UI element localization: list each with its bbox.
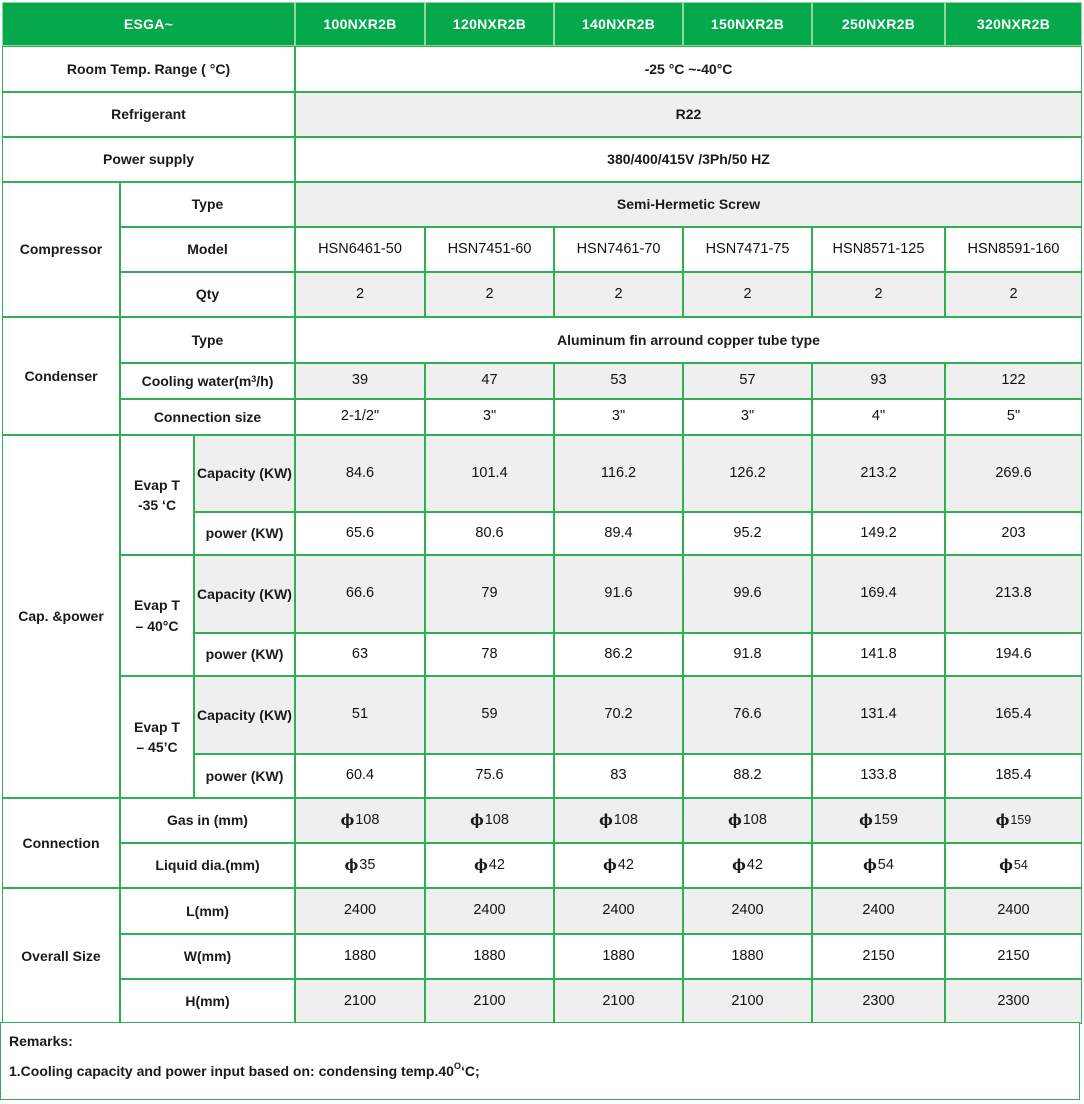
compressor-qty-6: 2 (945, 272, 1082, 317)
gas-in-value: 108 (613, 811, 638, 828)
evap-line2: – 45’C (136, 739, 178, 755)
capacity-label-1: Capacity (KW) (194, 435, 295, 512)
capacity-g2-6: 213.8 (945, 555, 1082, 633)
power-g1-6: 203 (945, 512, 1082, 555)
phi-icon: ϕ (474, 856, 488, 874)
capacity-g1-1: 84.6 (295, 435, 425, 512)
header-model-1: 100NXR2B (295, 2, 425, 46)
evap-line2: -35 ‘C (137, 497, 177, 513)
power-g2-4: 91.8 (683, 633, 812, 676)
height-2: 2100 (425, 979, 554, 1024)
compressor-model-label: Model (120, 227, 295, 272)
condenser-type-value: Aluminum fin arround copper tube type (295, 317, 1082, 363)
power-g1-5: 149.2 (812, 512, 945, 555)
remarks-line-1-text: 1.Cooling capacity and power input based on: condensing temp.40 (9, 1062, 454, 1079)
liquid-dia-value: 42 (488, 856, 505, 873)
evap-temp-1 (120, 435, 194, 555)
liquid-dia-1 (295, 843, 425, 888)
capacity-g2-1: 66.6 (295, 555, 425, 633)
power-g1-1: 65.6 (295, 512, 425, 555)
capacity-g2-3: 91.6 (554, 555, 683, 633)
capacity-g1-5: 213.2 (812, 435, 945, 512)
evap-line1: Evap T (134, 718, 180, 735)
length-label: L(mm) (120, 888, 295, 934)
power-g2-3: 86.2 (554, 633, 683, 676)
remarks-line-1-sup: O (453, 1061, 461, 1072)
phi-icon: ϕ (470, 811, 484, 829)
power-g3-5: 133.8 (812, 754, 945, 798)
height-3: 2100 (554, 979, 683, 1024)
cooling-water-1: 39 (295, 363, 425, 399)
liquid-dia-3 (554, 843, 683, 888)
power-label-2: power (KW) (194, 633, 295, 676)
gas-in-6 (945, 798, 1082, 843)
spec-table (2, 2, 1082, 1102)
compressor-type-value: Semi-Hermetic Screw (295, 182, 1082, 227)
room-temp-label: Room Temp. Range ( °C) (2, 46, 295, 92)
connection-size-5: 4" (812, 399, 945, 435)
gas-in-4 (683, 798, 812, 843)
compressor-model-5: HSN8571-125 (812, 227, 945, 272)
phi-icon: ϕ (603, 856, 617, 874)
power-g2-6: 194.6 (945, 633, 1082, 676)
height-4: 2100 (683, 979, 812, 1024)
evap-temp-2 (120, 555, 194, 676)
evap-temp-3 (120, 676, 194, 798)
header-model-5: 250NXR2B (812, 2, 945, 46)
liquid-dia-4 (683, 843, 812, 888)
refrigerant-value: R22 (295, 92, 1082, 137)
header-model-3: 140NXR2B (554, 2, 683, 46)
compressor-model-1: HSN6461-50 (295, 227, 425, 272)
liquid-dia-value: 42 (746, 856, 763, 873)
phi-icon: ϕ (859, 811, 873, 829)
gas-in-value: 108 (742, 811, 767, 828)
cap-power-label: Cap. &power (2, 435, 120, 798)
liquid-dia-6 (945, 843, 1082, 888)
capacity-g1-3: 116.2 (554, 435, 683, 512)
length-6: 2400 (945, 888, 1082, 934)
cooling-water-label (120, 363, 295, 399)
compressor-qty-label: Qty (120, 272, 295, 317)
compressor-qty-1: 2 (295, 272, 425, 317)
gas-in-value: 159 (1010, 813, 1032, 828)
condenser-type-label: Type (120, 317, 295, 363)
length-4: 2400 (683, 888, 812, 934)
gas-in-value: 108 (484, 811, 509, 828)
length-1: 2400 (295, 888, 425, 934)
length-2: 2400 (425, 888, 554, 934)
width-1: 1880 (295, 934, 425, 979)
height-label: H(mm) (120, 979, 295, 1024)
cooling-water-2: 47 (425, 363, 554, 399)
connection-size-4: 3" (683, 399, 812, 435)
phi-icon: ϕ (863, 856, 877, 874)
phi-icon: ϕ (340, 811, 355, 829)
connection-size-2: 3" (425, 399, 554, 435)
connection-label: Connection (2, 798, 120, 888)
header-title: ESGA~ (2, 2, 295, 46)
cooling-water-6: 122 (945, 363, 1082, 399)
cooling-water-label-text: Cooling water(m (141, 372, 252, 389)
remarks-box (0, 1022, 1080, 1100)
connection-size-6: 5" (945, 399, 1082, 435)
width-5: 2150 (812, 934, 945, 979)
room-temp-value: -25 °C ~-40°C (295, 46, 1082, 92)
phi-icon: ϕ (344, 856, 359, 874)
refrigerant-label: Refrigerant (2, 92, 295, 137)
capacity-g3-3: 70.2 (554, 676, 683, 754)
capacity-label-2: Capacity (KW) (194, 555, 295, 633)
capacity-g2-2: 79 (425, 555, 554, 633)
overall-size-label: Overall Size (2, 888, 120, 1024)
capacity-g1-6: 269.6 (945, 435, 1082, 512)
cooling-water-label-end: /h) (256, 372, 274, 389)
header-model-6: 320NXR2B (945, 2, 1082, 46)
cooling-water-4: 57 (683, 363, 812, 399)
evap-line1: Evap T (134, 597, 180, 614)
phi-icon: ϕ (995, 811, 1010, 829)
power-g3-1: 60.4 (295, 754, 425, 798)
header-model-2: 120NXR2B (425, 2, 554, 46)
power-g2-2: 78 (425, 633, 554, 676)
connection-size-3: 3" (554, 399, 683, 435)
capacity-g3-5: 131.4 (812, 676, 945, 754)
width-label: W(mm) (120, 934, 295, 979)
length-3: 2400 (554, 888, 683, 934)
liquid-dia-value: 54 (1013, 858, 1028, 873)
cooling-water-3: 53 (554, 363, 683, 399)
compressor-type-label: Type (120, 182, 295, 227)
power-supply-label: Power supply (2, 137, 295, 182)
power-g3-6: 185.4 (945, 754, 1082, 798)
remarks-line-1 (9, 1061, 1071, 1083)
cooling-water-5: 93 (812, 363, 945, 399)
condenser-label: Condenser (2, 317, 120, 435)
capacity-g3-1: 51 (295, 676, 425, 754)
power-g2-1: 63 (295, 633, 425, 676)
power-g1-4: 95.2 (683, 512, 812, 555)
gas-in-5 (812, 798, 945, 843)
height-5: 2300 (812, 979, 945, 1024)
capacity-g2-5: 169.4 (812, 555, 945, 633)
evap-line1: Evap T (134, 476, 180, 493)
compressor-qty-5: 2 (812, 272, 945, 317)
width-4: 1880 (683, 934, 812, 979)
compressor-model-3: HSN7461-70 (554, 227, 683, 272)
capacity-g1-4: 126.2 (683, 435, 812, 512)
length-5: 2400 (812, 888, 945, 934)
compressor-qty-3: 2 (554, 272, 683, 317)
capacity-g1-2: 101.4 (425, 435, 554, 512)
compressor-qty-2: 2 (425, 272, 554, 317)
compressor-model-4: HSN7471-75 (683, 227, 812, 272)
power-g1-2: 80.6 (425, 512, 554, 555)
gas-in-value: 159 (873, 811, 898, 828)
remarks-title: Remarks: (9, 1033, 73, 1049)
gas-in-2 (425, 798, 554, 843)
gas-in-label: Gas in (mm) (120, 798, 295, 843)
power-g3-2: 75.6 (425, 754, 554, 798)
height-6: 2300 (945, 979, 1082, 1024)
phi-icon: ϕ (599, 811, 613, 829)
cooling-water-label-sup: 3 (251, 374, 257, 385)
liquid-dia-value: 54 (877, 856, 894, 873)
width-3: 1880 (554, 934, 683, 979)
connection-size-1: 2-1/2" (295, 399, 425, 435)
compressor-model-6: HSN8591-160 (945, 227, 1082, 272)
remarks-line-1-end: ‘C; (460, 1062, 480, 1079)
power-g3-4: 88.2 (683, 754, 812, 798)
liquid-dia-value: 35 (359, 856, 376, 873)
connection-size-label: Connection size (120, 399, 295, 435)
gas-in-3 (554, 798, 683, 843)
liquid-dia-2 (425, 843, 554, 888)
power-label-1: power (KW) (194, 512, 295, 555)
phi-icon: ϕ (728, 811, 742, 829)
capacity-g3-2: 59 (425, 676, 554, 754)
compressor-model-2: HSN7451-60 (425, 227, 554, 272)
height-1: 2100 (295, 979, 425, 1024)
capacity-g3-6: 165.4 (945, 676, 1082, 754)
phi-icon: ϕ (732, 856, 746, 874)
capacity-g3-4: 76.6 (683, 676, 812, 754)
width-6: 2150 (945, 934, 1082, 979)
power-g3-3: 83 (554, 754, 683, 798)
compressor-label: Compressor (2, 182, 120, 317)
capacity-label-3: Capacity (KW) (194, 676, 295, 754)
capacity-g2-4: 99.6 (683, 555, 812, 633)
compressor-qty-4: 2 (683, 272, 812, 317)
width-2: 1880 (425, 934, 554, 979)
liquid-dia-value: 42 (617, 856, 634, 873)
header-model-4: 150NXR2B (683, 2, 812, 46)
gas-in-value: 108 (355, 811, 380, 828)
gas-in-1 (295, 798, 425, 843)
power-g1-3: 89.4 (554, 512, 683, 555)
power-label-3: power (KW) (194, 754, 295, 798)
power-g2-5: 141.8 (812, 633, 945, 676)
liquid-dia-5 (812, 843, 945, 888)
phi-icon: ϕ (999, 856, 1013, 874)
liquid-dia-label: Liquid dia.(mm) (120, 843, 295, 888)
evap-line2: – 40°C (135, 617, 179, 634)
power-supply-value: 380/400/415V /3Ph/50 HZ (295, 137, 1082, 182)
